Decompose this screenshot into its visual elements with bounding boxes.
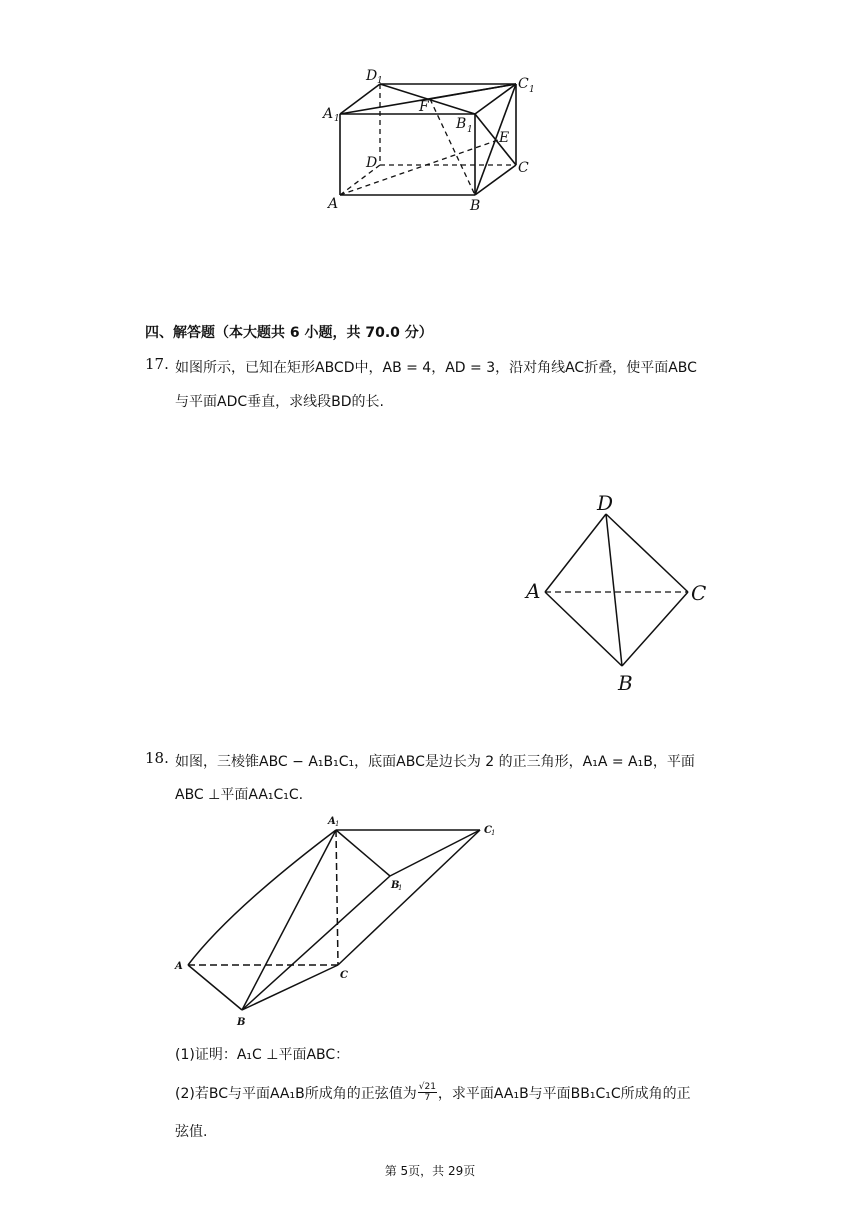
question-18-line-1: 如图，三棱锥ABC − A₁B₁C₁，底面ABC是边长为 2 的正三角形，A₁A = A₁B，平面 [175, 754, 695, 770]
question-17-line-2: 与平面ADC垂直，求线段BD的长. [175, 394, 384, 410]
svg-text:1: 1 [491, 829, 496, 837]
section-title: 四、解答题（本大题共 6 小题，共 70.0 分） [145, 325, 433, 341]
label-C1: C [518, 76, 529, 92]
fraction-numerator: √21 [418, 1081, 436, 1092]
svg-text:1: 1 [377, 76, 383, 86]
label-C: C [691, 581, 707, 605]
label-B: B [618, 671, 633, 695]
question-18-number: 18. [145, 749, 169, 767]
svg-text:1: 1 [335, 820, 340, 828]
label-D1: D [366, 68, 378, 84]
label-A1: A [328, 816, 336, 827]
triangular-prism-figure [170, 810, 510, 1035]
label-B: B [237, 1017, 246, 1028]
question-17-line-1: 如图所示，已知在矩形ABCD中，AB = 4，AD = 3，沿对角线AC折叠，使平面ABC [175, 360, 697, 376]
label-A: A [175, 961, 183, 972]
fraction [418, 1082, 437, 1103]
question-18-part-2-end: 弦值. [175, 1124, 208, 1140]
svg-text:1: 1 [334, 114, 340, 124]
folded-rectangle-figure [520, 488, 720, 700]
fraction-denominator: 7 [424, 1092, 431, 1103]
svg-text:1: 1 [398, 884, 403, 892]
label-E: E [499, 130, 510, 146]
question-18-part-1: (1)证明：A₁C ⊥平面ABC： [175, 1047, 350, 1063]
label-B1: B [391, 880, 400, 891]
prism-figure [318, 62, 548, 222]
label-B1: B [456, 116, 467, 132]
label-A1: A [323, 106, 334, 122]
label-A: A [526, 579, 541, 603]
label-C1: C [484, 825, 492, 836]
page-footer: 第 5页，共 29页 [384, 1164, 476, 1178]
part-2-text-a: (2)若BC与平面AA₁B所成角的正弦值为 [175, 1086, 417, 1102]
label-C: C [518, 160, 529, 176]
label-D: D [366, 155, 378, 171]
question-18-line-2: ABC ⊥平面AA₁C₁C. [175, 787, 304, 803]
label-B: B [470, 198, 481, 214]
label-F: F [419, 99, 429, 115]
part-2-text-b: ，求平面AA₁B与平面BB₁C₁C所成角的正 [437, 1086, 691, 1102]
label-A: A [328, 196, 339, 212]
svg-text:1: 1 [467, 125, 473, 135]
question-17-number: 17. [145, 355, 169, 373]
svg-text:1: 1 [529, 85, 535, 95]
question-18-part-2 [175, 1083, 691, 1105]
label-D: D [597, 491, 614, 515]
label-C: C [340, 970, 348, 981]
